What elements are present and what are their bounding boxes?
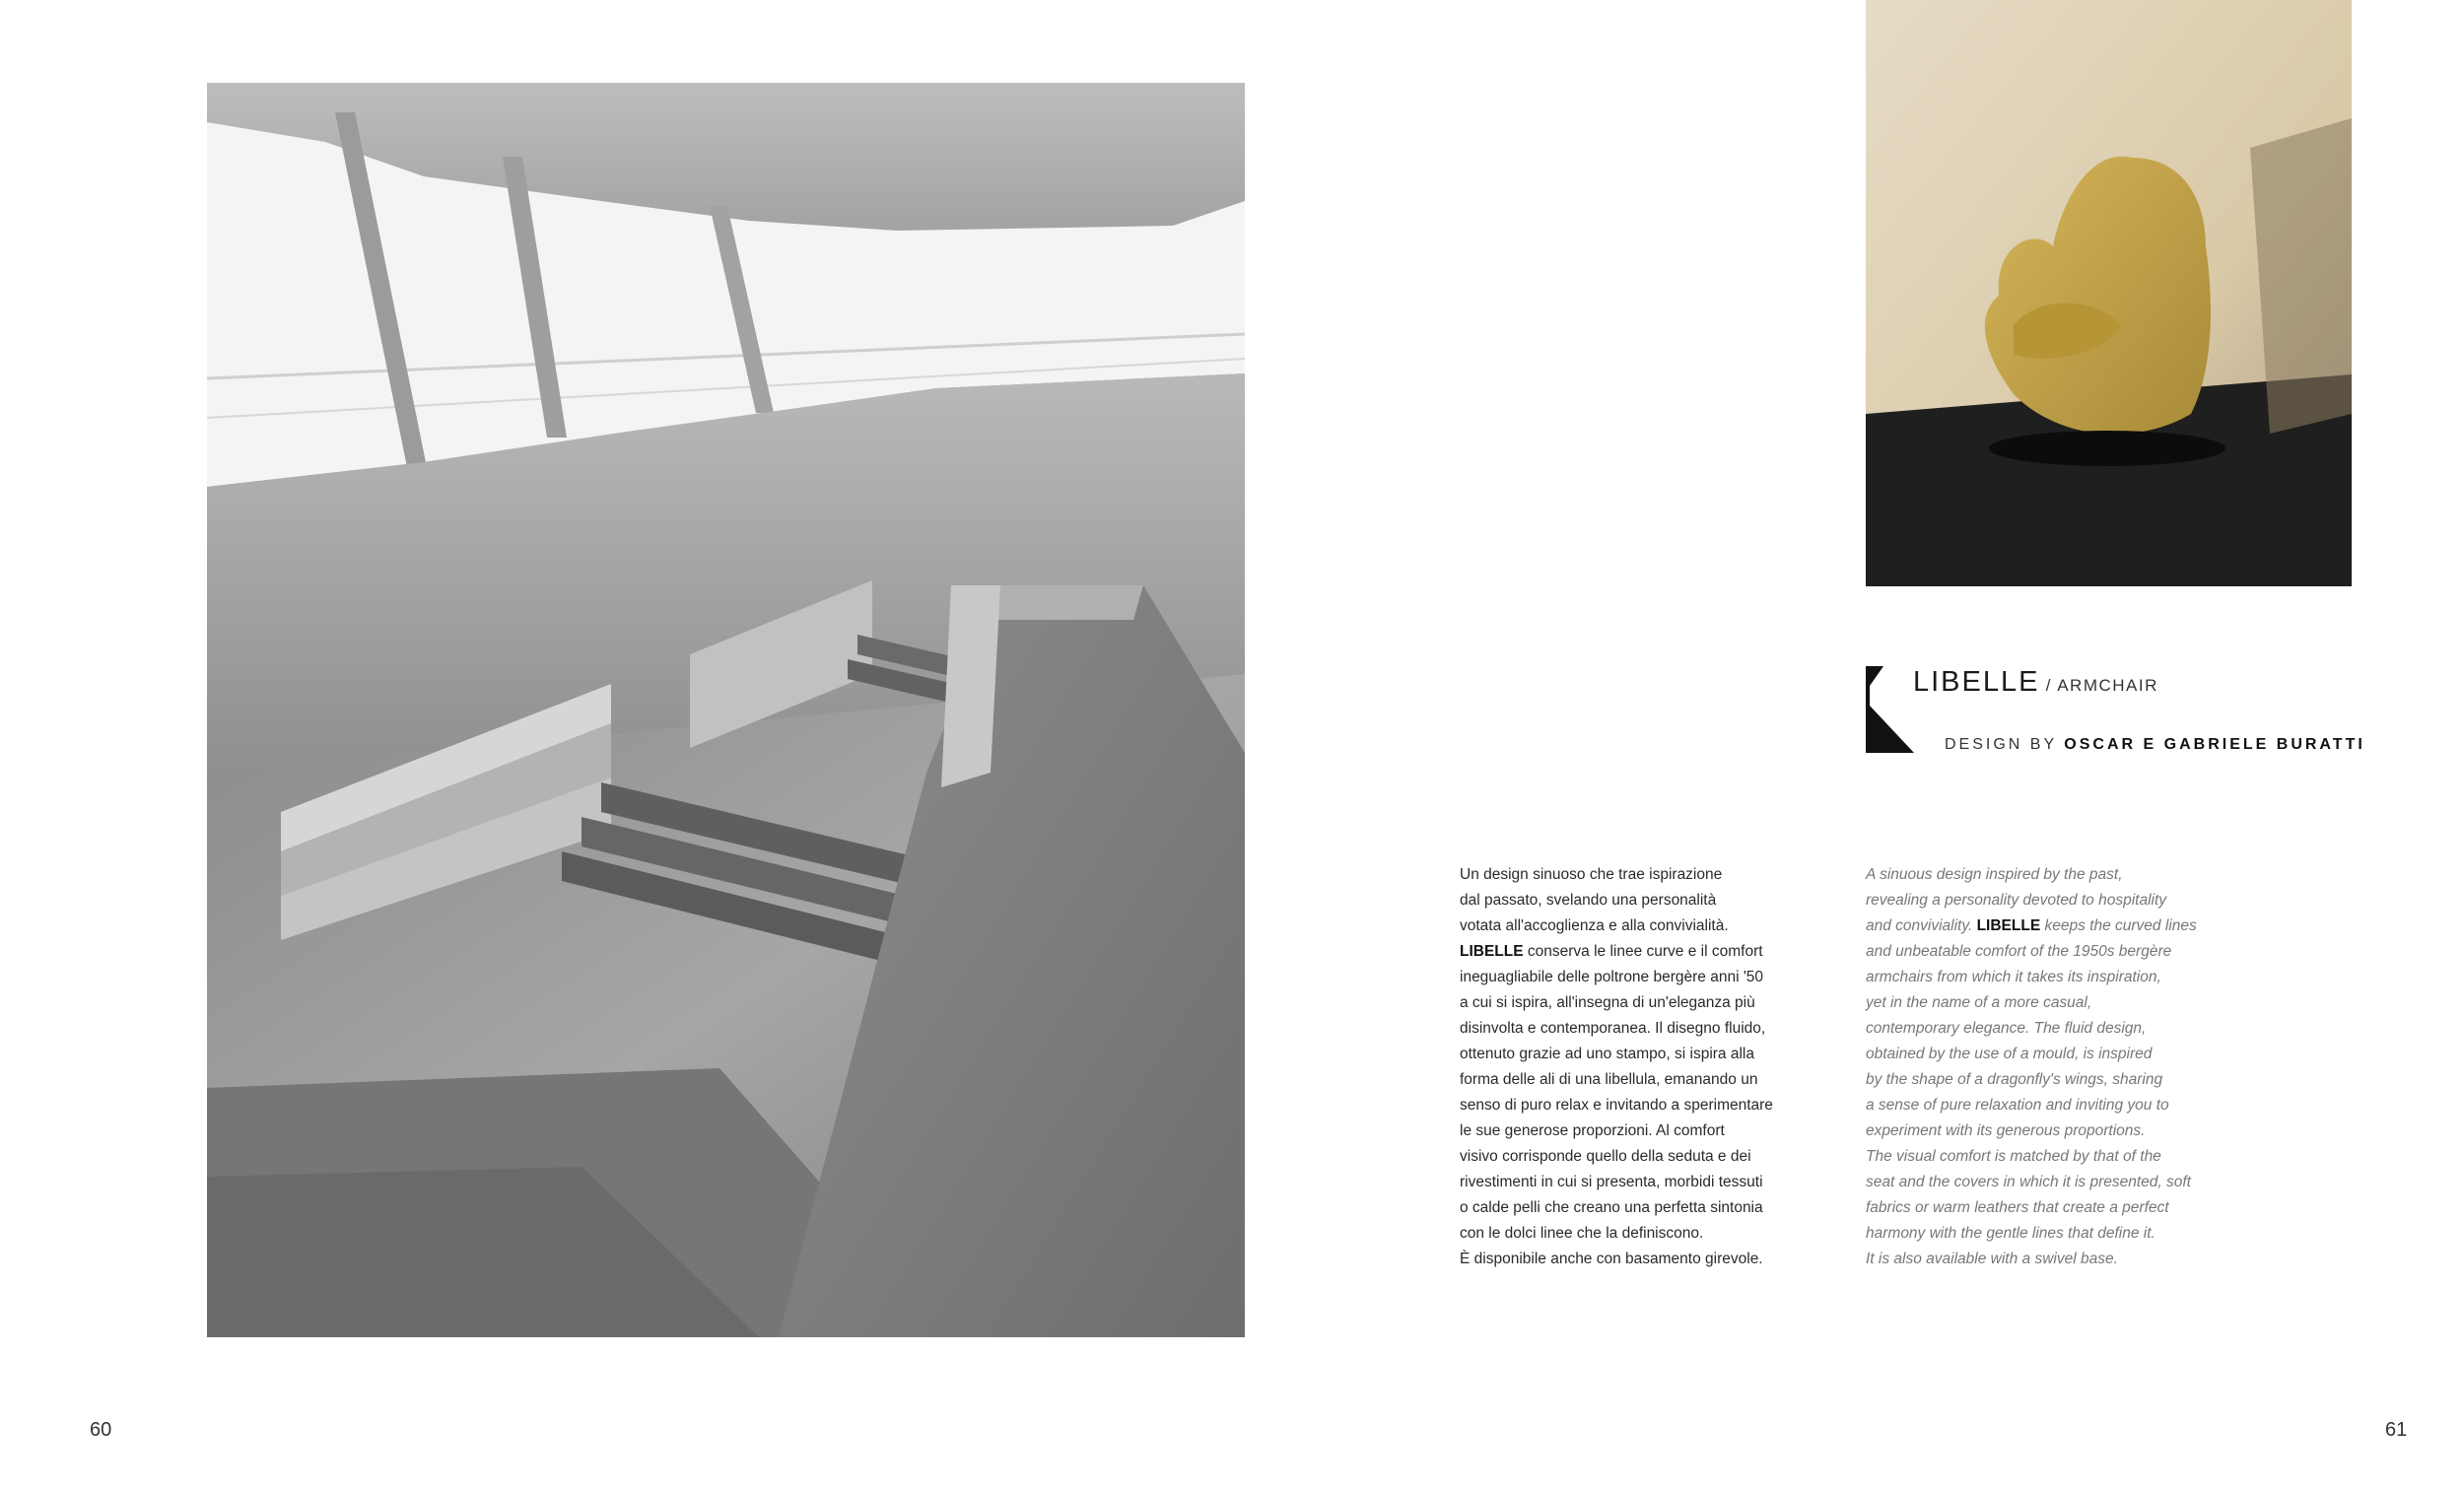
text-line: obtained by the use of a mould, is inspired — [1866, 1046, 2153, 1062]
text-line: votata all'accoglienza e alla convivialità. — [1460, 917, 1729, 934]
text-line: It is also available with a swivel base. — [1866, 1251, 2118, 1267]
designer-name: OSCAR E GABRIELE BURATTI — [2064, 736, 2365, 753]
product-name: LIBELLE — [1913, 666, 2040, 698]
description-english — [1866, 862, 2197, 1272]
armchair-photo — [1866, 0, 2352, 586]
text-line: rivestimenti in cui si presenta, morbidi tessuti — [1460, 1174, 1763, 1190]
text-line: o calde pelli che creano una perfetta sintonia — [1460, 1199, 1763, 1216]
text-fragment: conserva le linee curve e il comfort — [1523, 943, 1763, 960]
text-line: harmony with the gentle lines that define it. — [1866, 1225, 2156, 1242]
text-line: A sinuous design inspired by the past, — [1866, 866, 2123, 883]
text-line: forma delle ali di una libellula, emanando un — [1460, 1071, 1758, 1088]
product-separator: / — [2039, 676, 2058, 695]
text-line: experiment with its generous proportions. — [1866, 1122, 2146, 1139]
text-fragment: and conviviality. — [1866, 917, 1977, 934]
armchair-illustration — [1866, 0, 2352, 586]
text-line: senso di puro relax e invitando a sperimentare — [1460, 1097, 1773, 1114]
designer-label: DESIGN BY — [1945, 736, 2065, 753]
concrete-interior-illustration — [207, 83, 1245, 1337]
text-line: a sense of pure relaxation and inviting you to — [1866, 1097, 2169, 1114]
text-line: È disponibile anche con basamento girevole. — [1460, 1251, 1763, 1267]
text-line: con le dolci linee che la definiscono. — [1460, 1225, 1704, 1242]
product-title — [1913, 664, 2158, 705]
text-line: le sue generose proporzioni. Al comfort — [1460, 1122, 1725, 1139]
product-type: ARMCHAIR — [2057, 676, 2158, 695]
text-line: contemporary elegance. The fluid design, — [1866, 1020, 2147, 1037]
brand-logo-mark — [1866, 666, 1914, 753]
text-line — [1460, 939, 1773, 965]
page-number-left: 60 — [90, 1419, 112, 1441]
text-line: ottenuto grazie ad uno stampo, si ispira alla — [1460, 1046, 1754, 1062]
text-line: fabrics or warm leathers that create a perfect — [1866, 1199, 2169, 1216]
logo-icon — [1866, 666, 1914, 753]
designer-credit — [1945, 736, 2365, 754]
product-name-inline: LIBELLE — [1460, 943, 1524, 960]
text-line: armchairs from which it takes its inspiration, — [1866, 969, 2161, 985]
text-line: dal passato, svelando una personalità — [1460, 892, 1717, 909]
text-fragment: keeps the curved lines — [2040, 917, 2197, 934]
text-line — [1866, 914, 2197, 939]
text-line: by the shape of a dragonfly's wings, sharing — [1866, 1071, 2163, 1088]
text-line: revealing a personality devoted to hospitality — [1866, 892, 2167, 909]
text-line: yet in the name of a more casual, — [1866, 994, 2092, 1011]
product-name-inline: LIBELLE — [1976, 917, 2041, 934]
concrete-interior-photo — [207, 83, 1245, 1337]
text-line: seat and the covers in which it is presented, soft — [1866, 1174, 2191, 1190]
text-line: disinvolta e contemporanea. Il disegno fluido, — [1460, 1020, 1766, 1037]
page-number-right: 61 — [2385, 1419, 2408, 1441]
text-line: visivo corrisponde quello della seduta e dei — [1460, 1148, 1751, 1165]
text-line: Un design sinuoso che trae ispirazione — [1460, 866, 1723, 883]
text-line: ineguagliabile delle poltrone bergère anni '50 — [1460, 969, 1764, 985]
text-line: a cui si ispira, all'insegna di un'eleganza più — [1460, 994, 1755, 1011]
text-line: The visual comfort is matched by that of the — [1866, 1148, 2161, 1165]
text-line: and unbeatable comfort of the 1950s bergère — [1866, 943, 2172, 960]
description-italian — [1460, 862, 1773, 1272]
